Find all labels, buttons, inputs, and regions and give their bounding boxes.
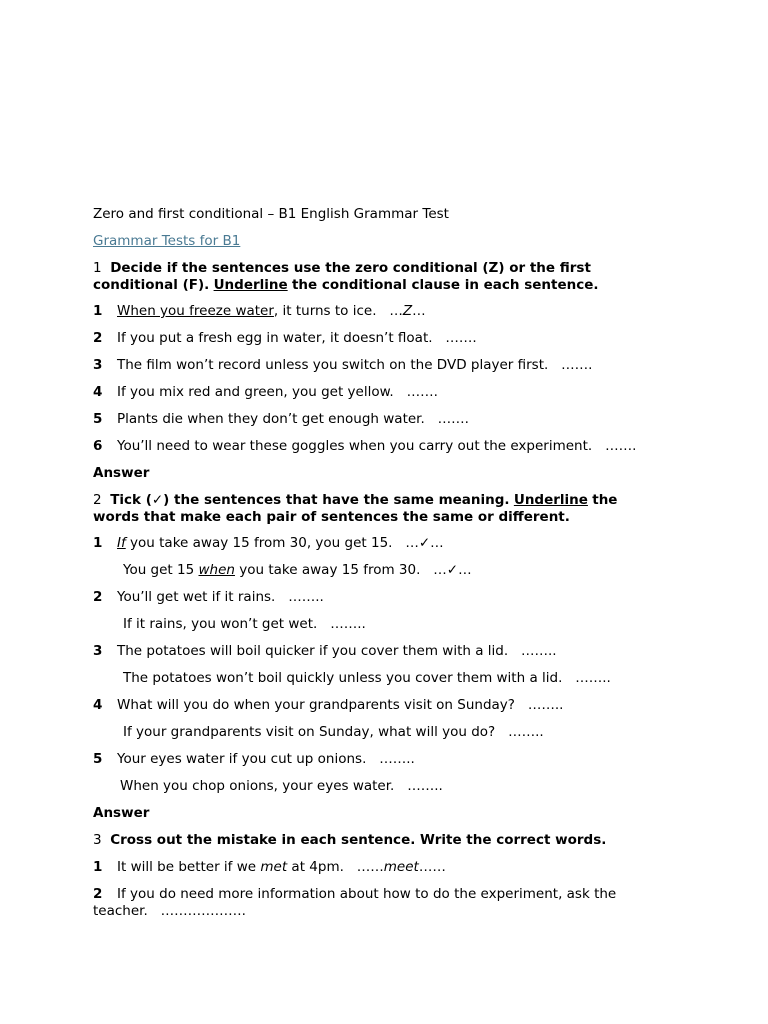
section2-pair1-b (93, 562, 673, 579)
section2-instruction-b: the words that make each pair of sentences the same or different. (93, 492, 618, 525)
answer-dots-pre: … (389, 303, 403, 319)
item-text: If it rains, you won’t get wet. (123, 616, 318, 632)
item-number: 2 (93, 330, 103, 346)
section1-item-6 (93, 438, 673, 455)
answer-blank: …….. (575, 670, 611, 686)
section1-answer-heading: Answer (93, 465, 150, 481)
mistake-word: met (260, 859, 288, 875)
item-text: It will be better if we (117, 859, 257, 875)
section1-item-3 (93, 357, 673, 374)
section3-item-1 (93, 859, 673, 876)
item-number: 2 (93, 886, 103, 902)
answer-blank: …….. (521, 643, 557, 659)
answer-blank: ……. (406, 384, 438, 400)
item-text: You’ll need to wear these goggles when you carry out the experiment. (117, 438, 593, 454)
grammar-tests-link[interactable]: Grammar Tests for B1 (93, 233, 241, 249)
item-text: When you chop onions, your eyes water. (120, 778, 395, 794)
section1-number: 1 (93, 260, 102, 276)
item-text: The film won’t record unless you switch on the DVD player first. (117, 357, 549, 373)
item-number: 1 (93, 535, 103, 551)
answer-blank: ……. (445, 330, 477, 346)
answer-blank: …….. (330, 616, 366, 632)
item-number: 6 (93, 438, 103, 454)
item-number: 3 (93, 643, 103, 659)
tick-answer: …✓… (433, 562, 472, 578)
item-text: you take away 15 from 30. (239, 562, 421, 578)
section1-instruction-underline: Underline (213, 277, 288, 293)
section2-pair5-b (93, 778, 673, 795)
section2-pair2-a (93, 589, 673, 606)
section2-number: 2 (93, 492, 102, 508)
item-text: Plants die when they don’t get enough water. (117, 411, 425, 427)
item-number: 1 (93, 303, 103, 319)
answer-blank: …….. (379, 751, 415, 767)
section2-pair3-b (93, 670, 673, 687)
item-text: Your eyes water if you cut up onions. (117, 751, 367, 767)
section2-instruction-underline: Underline (513, 492, 588, 508)
item-text: at 4pm. (291, 859, 344, 875)
item-number: 4 (93, 384, 103, 400)
key-word: If (117, 535, 126, 551)
answer-dots-post: … (412, 303, 426, 319)
section2-pair5-a (93, 751, 673, 768)
section2-answer-heading: Answer (93, 805, 150, 821)
section1-item-4 (93, 384, 673, 401)
section3-item-2 (93, 886, 653, 920)
item-number: 2 (93, 589, 103, 605)
answer-dots-pre: …… (356, 859, 384, 875)
key-word: when (198, 562, 235, 578)
item-text: What will you do when your grandparents visit on Sunday? (117, 697, 515, 713)
section2-pair4-b (93, 724, 673, 741)
section3-instruction-text: Cross out the mistake in each sentence. Write the correct words. (110, 832, 607, 848)
tick-answer: …✓… (405, 535, 444, 551)
section1-item-2 (93, 330, 673, 347)
item-text: , it turns to ice. (273, 303, 377, 319)
section3-number: 3 (93, 832, 102, 848)
section1-instruction (93, 260, 653, 294)
item-number: 5 (93, 411, 103, 427)
answer-blank: …….. (527, 697, 564, 713)
item-text: The potatoes will boil quicker if you cover them with a lid. (117, 643, 509, 659)
correct-word: meet (383, 859, 419, 875)
conditional-clause: When you freeze water (117, 303, 274, 319)
grammar-tests-link-line (93, 233, 673, 250)
section1-instruction-b: the conditional clause in each sentence. (291, 277, 599, 293)
section2-pair2-b (93, 616, 673, 633)
section1-item-1 (93, 303, 673, 320)
item-text: The potatoes won’t boil quickly unless you cover them with a lid. (123, 670, 563, 686)
section1-item-5 (93, 411, 673, 428)
section2-instruction-a: Tick (✓) the sentences that have the same meaning. (110, 492, 510, 508)
item-text: You’ll get wet if it rains. (117, 589, 276, 605)
answer-value: Z (402, 303, 413, 319)
item-text: If you do need more information about how to do the experiment, ask the teacher. (93, 886, 617, 919)
section2-pair4-a (93, 697, 673, 714)
section2-pair1-a (93, 535, 673, 552)
section2-pair3-a (93, 643, 673, 660)
answer-blank: ……. (605, 438, 637, 454)
answer-blank: …….. (508, 724, 544, 740)
answer-blank: ……. (437, 411, 469, 427)
item-number: 4 (93, 697, 103, 713)
item-number: 1 (93, 859, 103, 875)
item-text: If you mix red and green, you get yellow. (117, 384, 394, 400)
section1-instruction-a: Decide if the sentences use the zero conditional (Z) or the first conditional (F). (93, 260, 591, 293)
section3-instruction (93, 832, 673, 849)
answer-blank: ……. (561, 357, 593, 373)
answer-dots-post: …… (418, 859, 446, 875)
answer-blank: …….. (407, 778, 443, 794)
item-number: 3 (93, 357, 103, 373)
item-text: If your grandparents visit on Sunday, what will you do? (123, 724, 496, 740)
answer-blank: …….. (288, 589, 324, 605)
document-page (93, 206, 673, 920)
section2-instruction (93, 492, 653, 526)
item-text: If you put a fresh egg in water, it doesn’t float. (117, 330, 433, 346)
document-title: Zero and first conditional – B1 English Grammar Test (93, 206, 449, 222)
item-text: you take away 15 from 30, you get 15. (130, 535, 393, 551)
answer-blank: ………………. (160, 903, 246, 919)
item-number: 5 (93, 751, 103, 767)
item-text: You get 15 (123, 562, 195, 578)
